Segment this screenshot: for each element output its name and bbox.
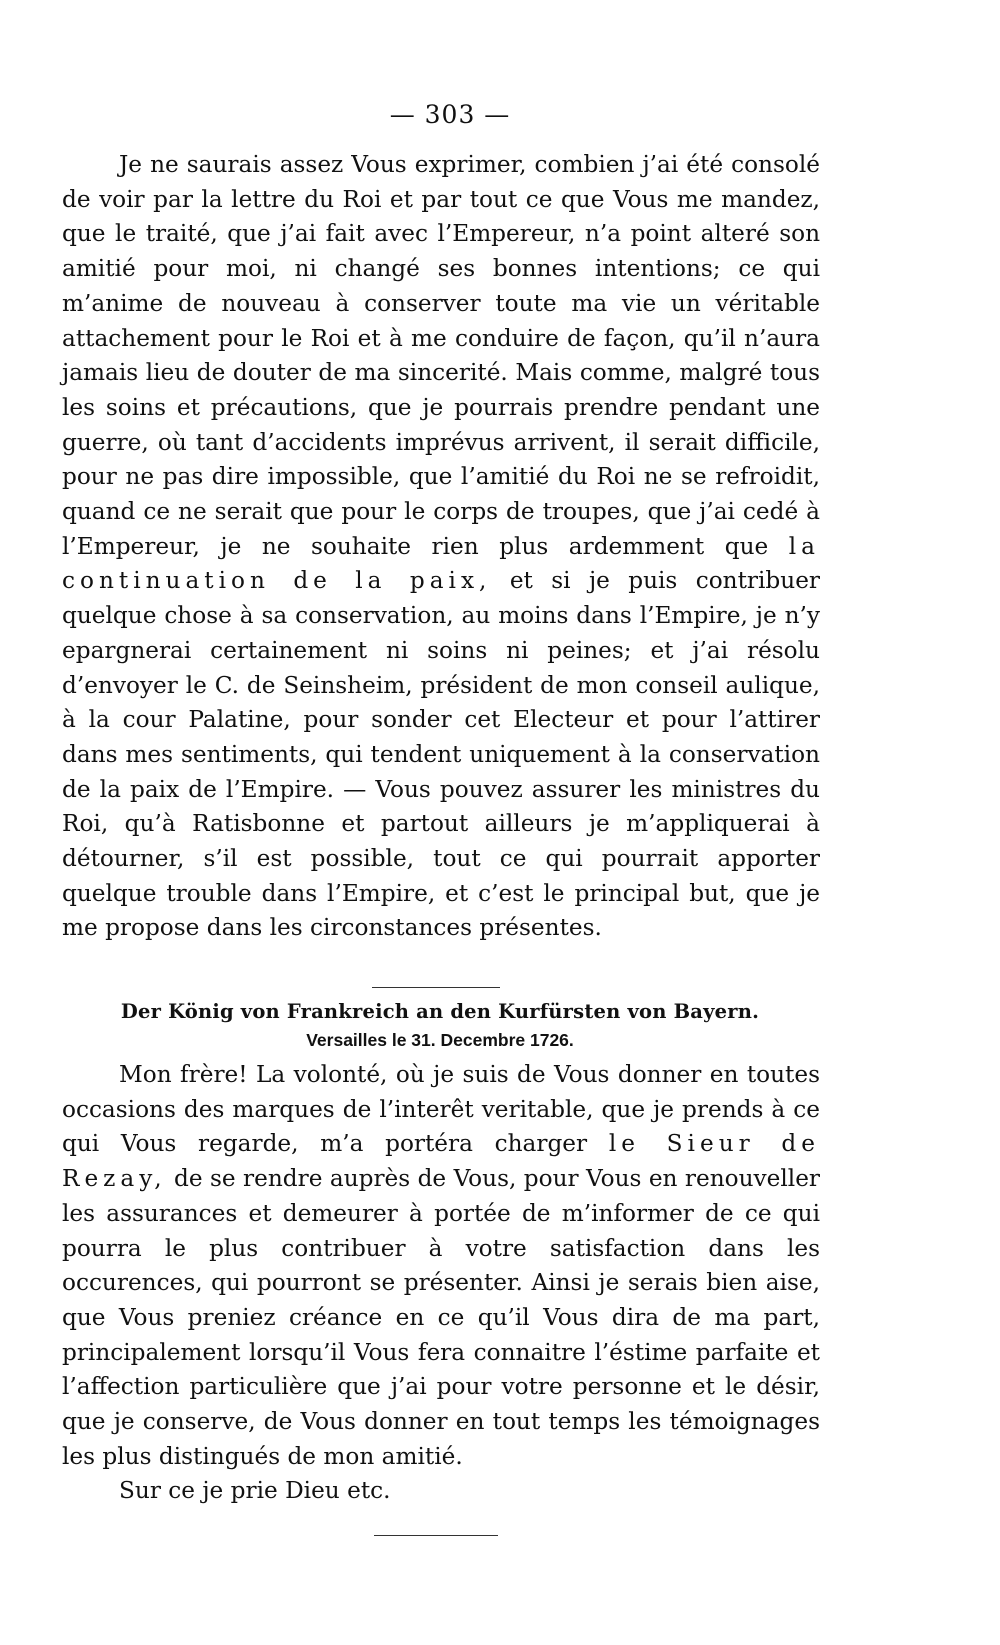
second-letter-body xyxy=(62,1058,820,1509)
letter-closing: Sur ce je prie Dieu etc. xyxy=(119,1477,391,1505)
page-number: — 303 — xyxy=(389,100,511,129)
section-divider xyxy=(372,987,500,988)
second-letter-text-end: de se rendre auprès de Vous, pour Vous en renouveller les assurances et demeurer à portée de m’informer de ce qui pourra le plus contribuer à votre satisfaction dans les occurences, qui pourront se présenter. Ainsi je serais bien aise, que Vous preniez créance en ce qu’il Vous dira de ma part, principalement lorsqu’il Vous fera connaitre l’éstime parfaite et l’affection particulière que j’ai pour votre personne et le désir, que je conserve, de Vous donner en tout temps les témoignages les plus distingués de mon amitié. xyxy=(62,1165,820,1470)
first-letter-paragraph xyxy=(62,148,820,946)
first-letter-emphasis: la continuation de la paix, xyxy=(62,532,820,595)
second-letter-paragraph xyxy=(62,1058,820,1474)
letter-dateline: Versailles le 31. Decembre 1726. xyxy=(306,1030,574,1050)
second-letter-emphasis: le Sieur de Rezay, xyxy=(62,1130,820,1193)
first-letter-text-end: et si je puis contribuer quelque chose à sa conservation, au moins dans l’Empire, je n’y epargnerai certainement ni soins ni peines; et j’ai résolu d’envoyer le C. de Seinsheim, président de mon conseil aulique, à la cour Palatine, pour sonder cet Electeur et pour l’attirer dans mes sentiments, qui tendent uniquement à la conservation de la paix de l’Empire. — Vous pouvez assurer les ministres du Roi, qu’à Ratisbonne et partout ailleurs je m’appliquerai à détourner, s’il est possible, tout ce qui pourrait apporter quelque trouble dans l’Empire, et c’est le principal but, que je me propose dans les circonstances présentes. xyxy=(62,567,821,942)
first-letter-body xyxy=(62,148,820,946)
letter-heading: Der König von Frankreich an den Kurfürsten von Bayern. xyxy=(120,1000,760,1023)
second-letter-text-start: Mon frère! La volonté, où je suis de Vous donner en toutes occasions des marques de l’interêt veritable, que je prends à ce qui Vous regarde, m’a portéra charger xyxy=(62,1061,820,1158)
first-letter-text-start: Je ne saurais assez Vous exprimer, combien j’ai été consolé de voir par la lettre du Roi et par tout ce que Vous me mandez, que le traité, que j’ai fait avec l’Empereur, n’a point alteré son amitié pour moi, ni changé ses bonnes intentions; ce qui m’anime de nouveau à conserver toute ma vie un véritable attachement pour le Roi et à me conduire de façon, qu’il n’aura jamais lieu de douter de ma sincerité. Mais comme, malgré tous les soins et précautions, que je pourrais prendre pendant une guerre, où tant d’accidents imprévus arrivent, il serait difficile, pour ne pas dire impossible, que l’amitié du Roi ne se refroidit, quand ce ne serait que pour le corps de troupes, que j’ai cedé à l’Empereur, je ne souhaite rien plus ardemment que xyxy=(62,151,820,560)
end-divider xyxy=(374,1535,498,1536)
